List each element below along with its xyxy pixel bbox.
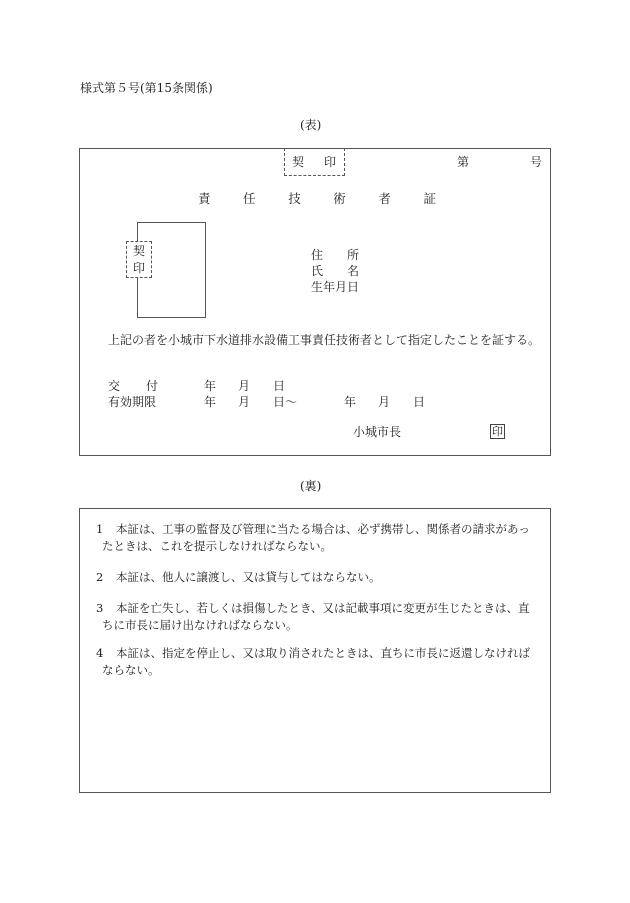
number-label-dai: 第 [457, 155, 470, 169]
validity-to-year: 年 [344, 395, 357, 409]
validity-to-month: 月 [378, 395, 391, 409]
note-number: 3 [96, 601, 104, 615]
note-item-3 [96, 600, 544, 634]
title-char: 責 [198, 191, 211, 206]
note-text: 本証は、他人に譲渡し、又は貸与してはならない。 [116, 570, 381, 584]
front-label: (表) [300, 118, 322, 132]
seal-top-char-2: 印 [324, 155, 337, 169]
seal-photo-char-2: 印 [133, 261, 146, 275]
note-number: 1 [96, 522, 104, 536]
note-text-continued: ちに市長に届け出なければならない。 [102, 618, 298, 632]
note-item-4 [96, 645, 544, 679]
certificate-title [198, 193, 436, 206]
field-birthdate-label: 生年月日 [311, 280, 360, 294]
note-text-continued: ならない。 [102, 663, 160, 677]
note-item-1 [96, 521, 544, 555]
note-number: 4 [96, 646, 104, 660]
validity-from-year: 年 [204, 395, 217, 409]
form-number: 様式第５号(第15条関係) [80, 81, 213, 95]
validity-from-day: 日〜 [273, 395, 298, 409]
number-label-go: 号 [530, 155, 543, 169]
mayor-label: 小城市長 [353, 425, 402, 439]
issue-month-label: 月 [238, 379, 251, 393]
certificate-statement: 上記の者を小城市下水道排水設備工事責任技術者として指定したことを証する。 [108, 333, 541, 347]
note-number: 2 [96, 570, 104, 584]
seal-photo-char-1: 契 [133, 244, 146, 258]
validity-to-day: 日 [413, 395, 426, 409]
note-text: 本証は、工事の監督及び管理に当たる場合は、必ず携帯し、関係者の請求があっ [116, 522, 530, 536]
title-char: 術 [333, 191, 346, 206]
field-name-label: 氏 名 [311, 264, 359, 278]
title-char: 技 [288, 191, 301, 206]
validity-label: 有効期限 [108, 395, 157, 409]
issue-day-label: 日 [273, 379, 286, 393]
field-address-label: 住 所 [311, 248, 359, 262]
note-text-continued: たときは、これを提示しなければならない。 [102, 539, 332, 553]
title-char: 者 [378, 191, 391, 206]
title-char: 任 [243, 191, 256, 206]
validity-from-month: 月 [238, 395, 251, 409]
note-text: 本証は、指定を停止し、又は取り消されたときは、直ちに市長に返還しなければ [116, 646, 530, 660]
official-stamp: 印 [492, 425, 503, 438]
seal-top-char-1: 契 [292, 155, 305, 169]
title-char: 証 [423, 191, 436, 206]
note-text: 本証を亡失し、若しくは損傷したとき、又は記載事項に変更が生じたときは、直 [116, 601, 530, 615]
issue-label: 交 付 [108, 379, 158, 393]
back-label: (裏) [300, 479, 322, 493]
note-item-2 [96, 569, 544, 586]
issue-year-label: 年 [204, 379, 217, 393]
